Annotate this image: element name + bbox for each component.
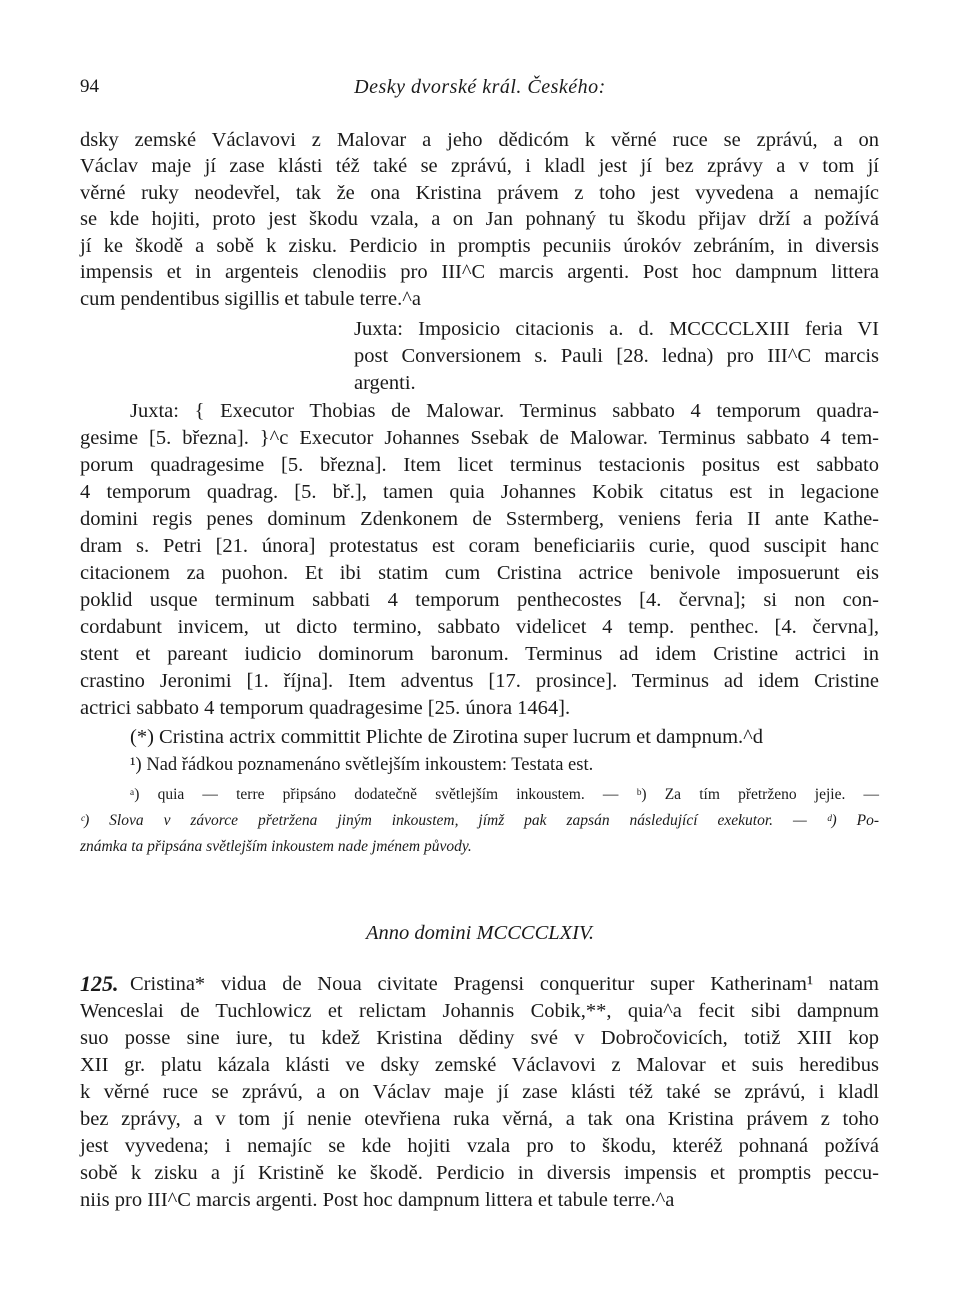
footnote-line: ¹) Nad řádkou poznamenáno světlejším inkoustem: Testata est.: [130, 755, 594, 775]
text-line: Juxta: { Executor Thobias de Malowar. Terminus sabbato 4 temporum quadra-: [130, 400, 879, 422]
juxta-note-line: Juxta: Imposicio citacionis a. d. MCCCCLXIII feria VI: [354, 318, 879, 340]
text-line: poklid usque terminum sabbati 4 temporum penthecostes [4. června]; si non con-: [80, 589, 879, 611]
entry-number: 125.: [80, 971, 119, 996]
juxta-note-line: argenti.: [354, 372, 416, 394]
page-number: 94: [80, 76, 99, 97]
entry-line: bez zprávy, a v tom jí nenie otevřiena ruka věrná, a tak ona Kristina právem z toho: [80, 1108, 879, 1130]
text-line: 4 temporum quadrag. [5. bř.], tamen quia Johannes Kobik citatus est in legacione: [80, 481, 879, 503]
text-line: stent et pareant iudicio dominorum baronum. Terminus ad idem Cristine actrici in: [80, 643, 879, 665]
entry-line: sobě k zisku a jí Kristině ke škodě. Perdicio in diversis impensis et promptis peccu-: [80, 1162, 879, 1184]
text-line: se kde hojiti, proto jest škodu vzala, a on Jan pohnaný tu škodu přijav drží a požívá: [80, 208, 879, 230]
text-line: jí ke škodě a sobě k zisku. Perdicio in promptis pecuniis úrokóv zebráním, in diversis: [80, 235, 879, 257]
entry-line: Wenceslai de Tuchlowicz et relictam Johannis Cobik,**, quia^a fecit sibi dampnum: [80, 1000, 879, 1022]
text-line: gesime [5. března]. }^c Executor Johannes Ssebak de Malowar. Terminus sabbato 4 tem-: [80, 427, 879, 449]
footnote-line: ᵃ) quia — terre připsáno dodatečně světlejším inkoustem. — ᵇ) Za tím přetrženo jejie. —: [130, 786, 879, 803]
entry-line: XII gr. platu kázala klásti ve dsky zemské Václavovi z Malovar et suis heredibus: [80, 1054, 879, 1076]
entry-line: Cristina* vidua de Noua civitate Pragensi conqueritur super Katherinam¹ natam: [130, 973, 879, 995]
text-line: actrici sabbato 4 temporum quadragesime [25. února 1464].: [80, 697, 571, 719]
text-line: crastino Jeronimi [1. října]. Item adventus [17. prosince]. Terminus ad idem Cristine: [80, 670, 879, 692]
text-line: dram s. Petri [21. února] protestatus est coram beneficiariis curie, quod suscipit hanc: [80, 535, 879, 557]
juxta-note-line: post Conversionem s. Pauli [28. ledna) pro III^C marcis: [354, 345, 879, 367]
footnote-line: známka ta připsána světlejším inkoustem nade jménem původy.: [80, 838, 472, 855]
text-line: citacionem za puohon. Et ibi statim cum Cristina actrice benivole imposuerunt eis: [80, 562, 879, 584]
text-line: porum quadragesime [5. března]. Item licet terminus testacionis positus est sabbato: [80, 454, 879, 476]
footnote-line: ᶜ) Slova v závorce přetržena jiným inkoustem, jímž pak zapsán následující exekutor. — ᵈ) Po-: [80, 812, 879, 829]
entry-line: k věrné ruce se zprávú, a on Václav maje jí zase klásti též také se zprávú, i kladl: [80, 1081, 879, 1103]
text-line: domini regis penes dominum Zdenkonem de Sstermberg, veniens feria II ante Kathe-: [80, 508, 879, 530]
running-title: Desky dvorské král. Českého:: [354, 76, 606, 98]
entry-line: jest vyvedena; i nemajíc se kde hojiti vzala pro to škodu, kteréž pohnaná požívá: [80, 1135, 879, 1157]
text-line: věrné ruky neodevřel, tak že ona Kristina právem z toho jest vyvedena a nemajíc: [80, 182, 879, 204]
text-line: cum pendentibus sigillis et tabule terre.^a: [80, 288, 421, 310]
text-line: Václav maje jí zase klásti též také se zprávú, i kladl jest jí bez zprávy a v tom jí: [80, 155, 879, 177]
text-line: impensis et in argenteis clenodiis pro III^C marcis argenti. Post hoc dampnum littera: [80, 261, 879, 283]
entry-line: suo posse sine iure, tu kdež Kristina dědiny své v Dobročovicích, totiž XIII kop: [80, 1027, 879, 1049]
text-line: (*) Cristina actrix committit Plichte de Zirotina super lucrum et dampnum.^d: [130, 726, 764, 748]
text-line: dsky zemské Václavovi z Malovar a jeho dědicóm k věrné ruce se zprávú, a on: [80, 129, 879, 151]
text-line: cordabunt invicem, ut dicto termino, sabbato videlicet 4 temp. penthec. [4. června],: [80, 616, 879, 638]
entry-line: niis pro III^C marcis argenti. Post hoc dampnum littera et tabule terre.^a: [80, 1189, 675, 1211]
section-heading: Anno domini MCCCCLXIV.: [366, 922, 594, 944]
